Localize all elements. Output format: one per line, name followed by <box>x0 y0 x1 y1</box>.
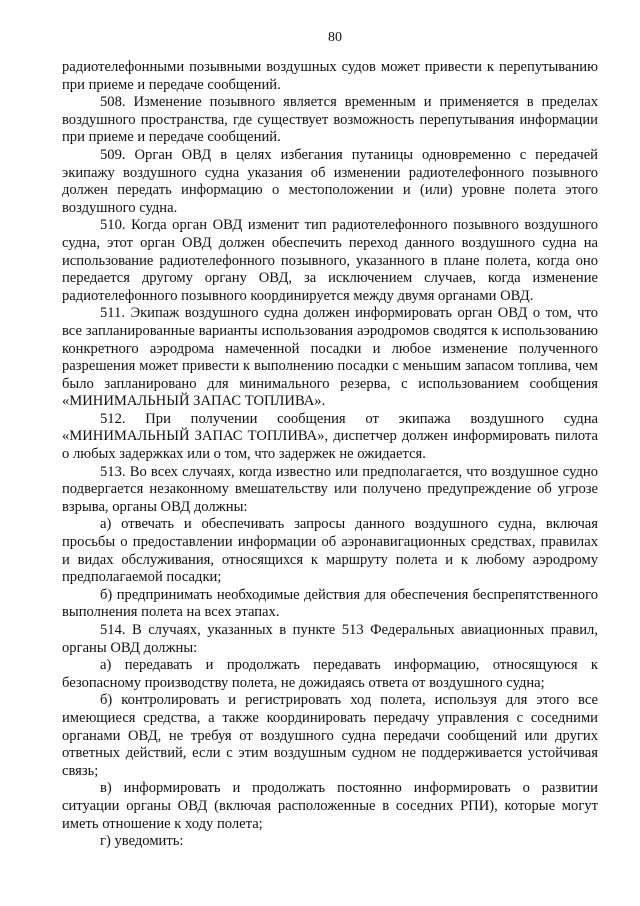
paragraph-512: 512. При получении сообщения от экипажа воздушного судна «МИНИМАЛЬНЫЙ ЗАПАС ТОПЛИВА», диспетчер должен информировать пилота о любых задержках или о том, что задержек не ожидается. <box>62 410 598 463</box>
paragraph-514-v: в) информировать и продолжать постоянно информировать о развитии ситуации органы ОВД (включая расположенные в соседних РПИ), которые могут иметь отношение к ходу полета; <box>62 780 598 832</box>
paragraph-513-a: а) отвечать и обеспечивать запросы данного воздушного судна, включая просьбы о предоставлении информации об аэронавигационных средствах, правилах и видах обслуживания, относящихся к маршруту полета и к любому аэродрому предполагаемой посадки; <box>62 516 598 586</box>
paragraph-513: 513. Во всех случаях, когда известно или предполагается, что воздушное судно подвергается незаконному вмешательству или получено предупреждение об угрозе взрыва, органы ОВД должны: <box>62 463 598 515</box>
paragraph-511: 511. Экипаж воздушного судна должен информировать орган ОВД о том, что все запланированные варианты использования аэродромов сводятся к использованию конкретного аэродрома намеченной посадки и любое изменение полученного разрешения может привести к выполнению посадки с меньшим запасом топлива, чем было запланировано для минимального резерва, с использованием сообщения «МИНИМАЛЬНЫЙ ЗАПАС ТОПЛИВА». <box>62 305 598 410</box>
paragraph-514: 514. В случаях, указанных в пункте 513 Федеральных авиационных правил, органы ОВД должны: <box>62 622 598 656</box>
paragraph-513-b: б) предпринимать необходимые действия для обеспечения беспрепятственного выполнения полета на всех этапах. <box>62 586 598 621</box>
paragraph-508: 508. Изменение позывного является временным и применяется в пределах воздушного пространства, где существует возможность перепутывания информации при приеме и передаче сообщений. <box>62 94 598 146</box>
document-body <box>62 59 598 851</box>
paragraph-continuation: радиотелефонными позывными воздушных судов может привести к перепутыванию при приеме и передаче сообщений. <box>62 59 598 93</box>
paragraph-514-a: а) передавать и продолжать передавать информацию, относящуюся к безопасному производству полета, не дожидаясь ответа от воздушного судна; <box>62 657 598 691</box>
paragraph-514-b: б) контролировать и регистрировать ход полета, используя для этого все имеющиеся средства, а также координировать передачу управления с соседними органами ОВД, не требуя от воздушного судна передачи сообщений или других ответных действий, если с этим воздушным судном не поддерживается устойчивая связь; <box>62 692 598 779</box>
paragraph-509: 509. Орган ОВД в целях избегания путаницы одновременно с передачей экипажу воздушного судна указания об изменении радиотелефонного позывного должен передать информацию о местоположении и (или) уровне полета этого воздушного судна. <box>62 146 598 216</box>
paragraph-514-g: г) уведомить: <box>100 833 184 850</box>
page-number: 80 <box>328 30 342 45</box>
paragraph-510: 510. Когда орган ОВД изменит тип радиотелефонного позывного воздушного судна, этот орган ОВД должен обеспечить переход данного воздушного судна на использование радиотелефонного позывного, указанного в плане полета, когда оно передается другому органу ОВД, за исключением случаев, когда изменение радиотелефонного позывного координируется между двумя органами ОВД. <box>62 217 598 304</box>
